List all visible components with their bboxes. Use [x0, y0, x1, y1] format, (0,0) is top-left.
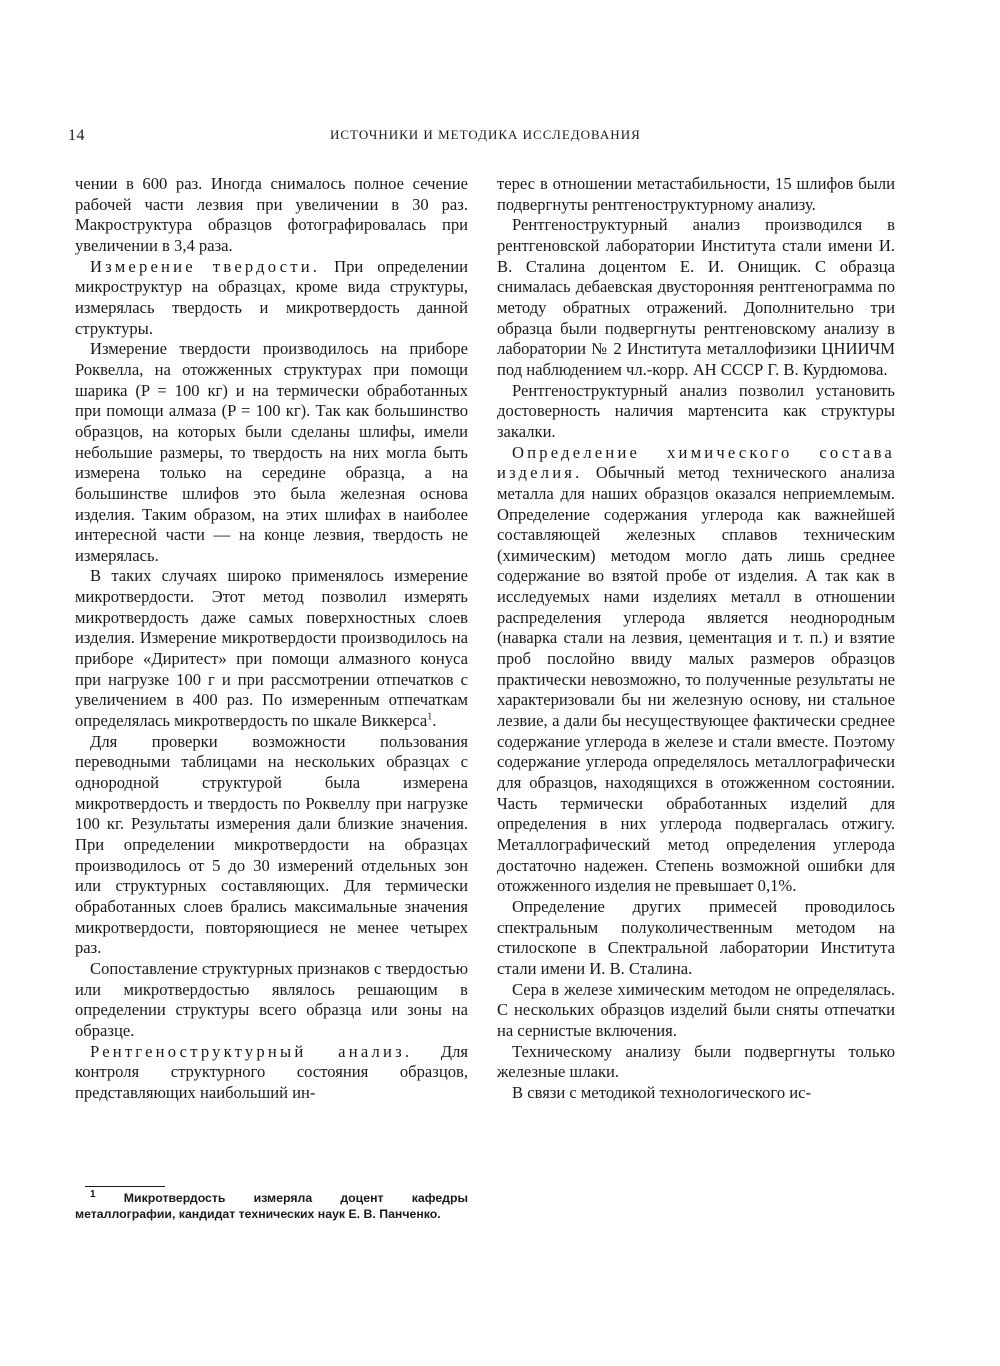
- paragraph: Определение других примесей проводилось спектральным полуколичественным методом на стилоскопе в Спектральной лаборатории Института стали имени И. В. Сталина.: [497, 896, 895, 978]
- footnote: [75, 1190, 468, 1222]
- left-column: [75, 174, 468, 1104]
- footnote-mark: 1: [90, 1188, 96, 1200]
- paragraph: Рентгеноструктурный анализ позволил установить достоверность наличия мартенсита как структуры закалки.: [497, 380, 895, 441]
- paragraph-text: Для контроля структурного состояния образцов, представляющих наибольший ин-: [75, 1041, 468, 1102]
- paragraph-end: .: [432, 711, 437, 731]
- paragraph: [75, 257, 468, 340]
- paragraph: Рентгеноструктурный анализ производился в рентгеновской лаборатории Института стали имени И. В. Сталина доцентом Е. И. Онищик. С образца снималась дебаевская двусторонняя рентгенограмма по методу обратных отражений. Дополнительно три образца были подвергнуты рентгеновскому анализу в лаборатории № 2 Института металлофизики ЦНИИЧМ под наблюдением чл.-корр. АН СССР Г. В. Курдюмова.: [497, 215, 895, 379]
- paragraph-text: Обычный метод технического анализа металла для наших образцов оказался неприемлемым. Определение содержания углерода как важнейшей составляющей железных сплавов техническим (химическим) методом могло дать лишь среднее содержание во взятой пробе от изделия. А так как в исследуемых нами изделиях металл в отношении распределения углерода является неоднородным (наварка стали на лезвия, цементация и т. п.) и взятие проб послойно ввиду малых размеров образцов практически невозможно, то полученные результаты не характеризовали бы ни железную основу, ни стальное лезвие, а дали бы несуществующее фактически среднее содержание углерода в железе и стали вместе. Поэтому содержание углерода определялось металлографически для образцов, находящихся в отожженном состоянии. Часть термически обработанных изделий для определения в них углерода подвергалась отжигу. Металлографический метод определения углерода достаточно надежен. Степень возможной ошибки для отожженного изделия не превышает 0,1%.: [497, 463, 895, 896]
- footnote-reference: 1: [427, 711, 433, 723]
- section-heading: Рентгеноструктурный анализ.: [90, 1041, 413, 1061]
- footnote-text: Микротвердость измеряла доцент кафедры металлографии, кандидат технических наук Е. В. Панченко.: [75, 1191, 468, 1221]
- paragraph: терес в отношении метастабильности, 15 шлифов были подвергнуты рентгеноструктурному анализу.: [497, 174, 895, 214]
- paragraph-text: В таких случаях широко применялось измерение микротвердости. Этот метод позволил измерять микротвердость даже самых поверхностных слоев изделия. Измерение микротвердости производилось на приборе «Диритест» при помощи алмазного конуса при нагрузке 100 г и при рассмотрении отпечатков с увеличением в 400 раз. По измеренным отпечаткам определялась микротвердость по шкале Виккерса: [75, 566, 468, 731]
- paragraph: Сера в железе химическим методом не определялась. С нескольких образцов изделий были сняты отпечатки на сернистые включения.: [497, 979, 895, 1040]
- paragraph-text: При определении микроструктур на образцах, кроме вида структуры, измерялась твердость и микротвердость данной структуры.: [75, 256, 468, 338]
- running-title: ИСТОЧНИКИ И МЕТОДИКА ИССЛЕДОВАНИЯ: [330, 127, 641, 142]
- paragraph: В связи с методикой технологического ис-: [512, 1082, 812, 1102]
- footnote-divider: [85, 1186, 165, 1187]
- section-heading: Измерение твердости.: [90, 256, 321, 276]
- paragraph: [75, 566, 468, 731]
- paragraph: [75, 1042, 468, 1104]
- paragraph: Сопоставление структурных признаков с твердостью или микротвердостью являлось решающим в определении структуры всего образца или зоны на образце.: [75, 958, 468, 1040]
- section-heading: Определение химического состава изделия.: [497, 442, 895, 483]
- paragraph: [497, 443, 895, 897]
- right-column: [497, 174, 895, 1104]
- paragraph: чении в 600 раз. Иногда снималось полное сечение рабочей части лезвия при увеличении в 30 раз. Макроструктура образцов фотографировалась при увеличении в 3,4 раза.: [75, 174, 468, 255]
- paragraph: Техническому анализу были подвергнуты только железные шлаки.: [497, 1041, 895, 1082]
- paragraph: Для проверки возможности пользования переводными таблицами на нескольких образцах с однородной структурой была измерена микротвердость и твердость по Роквеллу при нагрузке 100 кг. Результаты измерения дали близкие значения. При определении микротвердости на образцах производилось от 5 до 30 измерений отдельных зон или структурных составляющих. Для термически обработанных слоев брались максимальные значения микротвердости, повторяющиеся не менее четырех раз.: [75, 731, 468, 958]
- paragraph: Измерение твердости производилось на приборе Роквелла, на отожженных структурах при помощи шарика (P = 100 кг) и на термически обработанных при помощи алмаза (P = 100 кг). Так как большинство образцов, на которых были сделаны шлифы, имели небольшие размеры, то твердость на них могла быть измерена только на середине образца, а на большинстве шлифов это была железная основа изделия. Таким образом, на этих шлифах в наиболее интересной части — на конце лезвия, твердость не измерялась.: [75, 339, 468, 565]
- page-number: 14: [68, 127, 85, 144]
